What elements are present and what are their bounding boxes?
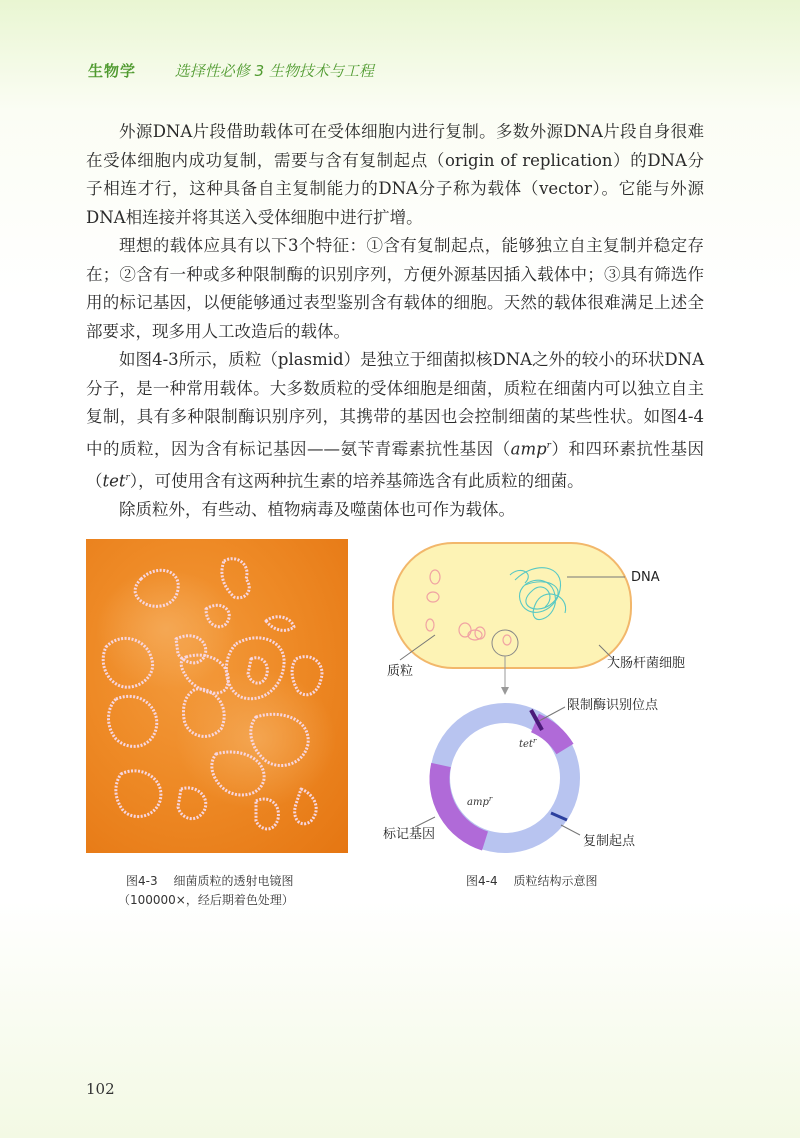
tet-superscript: r xyxy=(125,472,130,483)
amp-gene-name: amp xyxy=(510,439,547,458)
tet-gene-name: tet xyxy=(102,471,126,490)
figure-4-4-title: 质粒结构示意图 xyxy=(513,874,598,888)
label-dna: DNA xyxy=(631,570,660,585)
label-plasmid: 质粒 xyxy=(387,664,414,679)
figure-4-3-title: 细菌质粒的透射电镜图 xyxy=(173,874,294,888)
paragraph-1: 外源DNA片段借助载体可在受体细胞内进行复制。多数外源DNA片段自身很难在受体细胞内成功复制，需要与含有复制起点（origin of replication）的DNA分子相连才行，这种具备自主复制能力的DNA分子称为载体（vector）。它能与外源DNA相连接并将其送入受体细胞中进行扩增。 xyxy=(86,122,704,227)
header-book-title: 选择性必修 3 生物技术与工程 xyxy=(174,62,374,80)
label-marker-gene: 标记基因 xyxy=(383,827,436,842)
label-amp: amp$^r$ xyxy=(467,795,493,808)
page-number: 102 xyxy=(86,1080,115,1098)
figure-4-3-number: 图4-3 xyxy=(126,874,158,888)
label-tet: tet$^r$ xyxy=(519,737,537,750)
label-restriction-site: 限制酶识别位点 xyxy=(567,698,659,713)
plasmid-structure-diagram xyxy=(375,535,695,860)
paragraph-4: 除质粒外，有些动、植物病毒及噬菌体也可作为载体。 xyxy=(119,499,515,519)
figure-4-4-number: 图4-4 xyxy=(466,874,498,888)
label-ecoli-cell: 大肠杆菌细胞 xyxy=(607,656,686,671)
figure-4-4-caption xyxy=(466,872,597,889)
running-header xyxy=(88,60,374,81)
plasmid-micrograph xyxy=(86,539,348,853)
paragraph-3 xyxy=(86,346,704,496)
header-subject: 生物学 xyxy=(88,62,137,80)
figure-4-3-subtitle: （100000×，经后期着色处理） xyxy=(118,893,294,907)
amp-superscript: r xyxy=(546,440,551,451)
paragraph-2: 理想的载体应具有以下3个特征：①含有复制起点，能够独立自主复制并稳定存在；②含有一种或多种限制酶的识别序列，方便外源基因插入载体中；③具有筛选作用的标记基因，以便能够通过表型鉴别含有载体的细胞。天然的载体很难满足上述全部要求，现多用人工改造后的载体。 xyxy=(86,236,704,341)
label-origin: 复制起点 xyxy=(583,834,636,849)
paragraph-3-text-b: ）和四环素抗性基因（ xyxy=(86,439,705,490)
figure-4-3-caption xyxy=(126,872,293,889)
bacterium-cell xyxy=(393,543,631,668)
paragraph-3-text-a: 如图4-3所示，质粒（plasmid）是独立于细菌拟核DNA之外的较小的环状DNA分子，是一种常用载体。大多数质粒的受体细胞是细菌，质粒在细菌内可以独立自主复制，具有多种限制酶识别序列，其携带的基因也会控制细菌的某些性状。如图4-4中的质粒，因为含有标记基因——氨苄青霉素抗性基因（ xyxy=(86,350,704,458)
body-text xyxy=(86,118,704,524)
paragraph-3-text-c: ），可使用含有这两种抗生素的培养基筛选含有此质粒的细菌。 xyxy=(129,471,584,490)
